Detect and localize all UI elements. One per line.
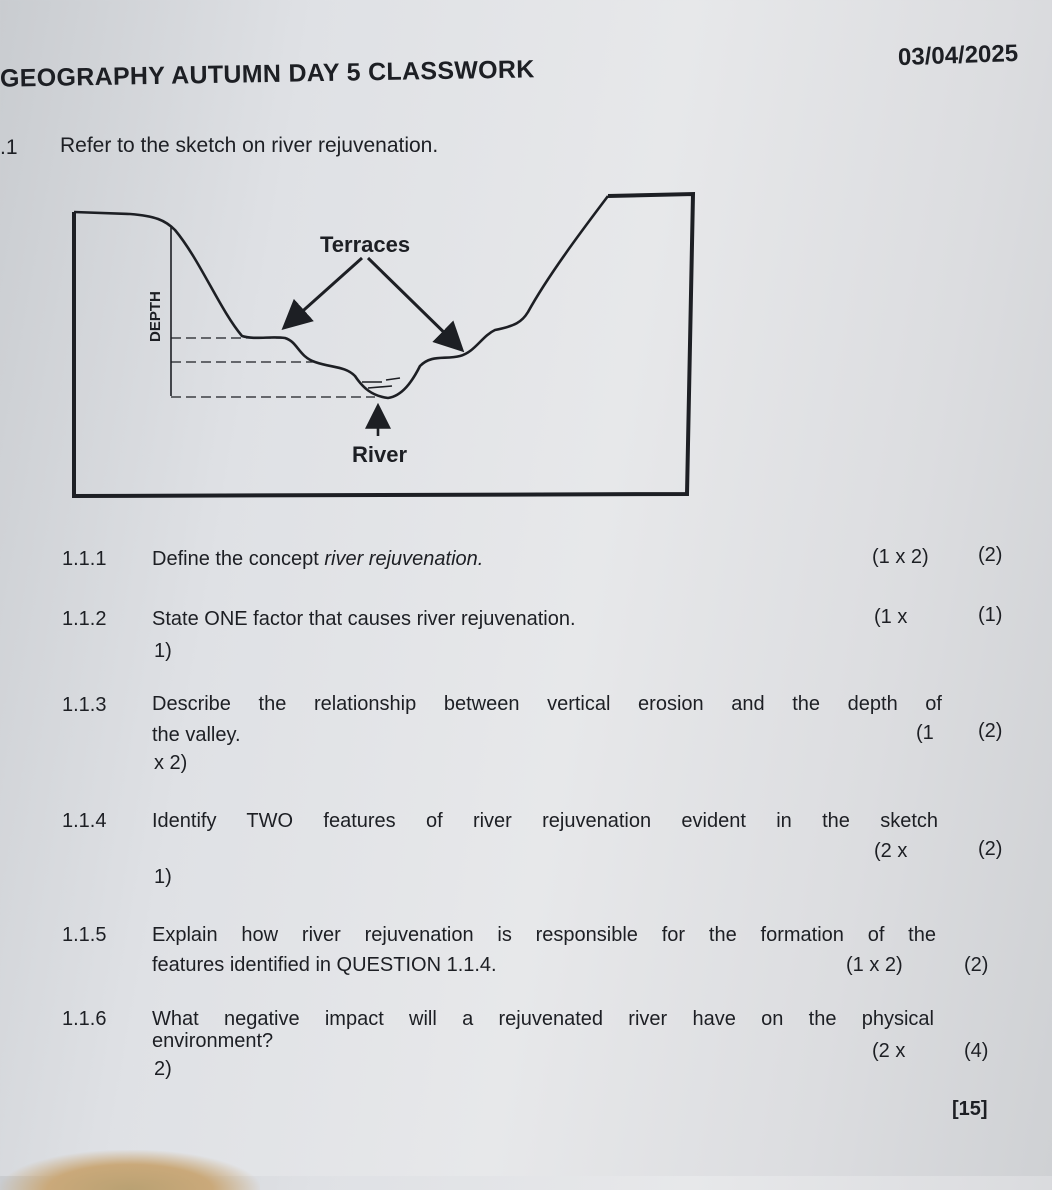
mark-overflow: 1)	[154, 866, 172, 888]
question-text-continued: the valley.	[152, 724, 241, 746]
terraces-label: Terraces	[320, 232, 411, 257]
mark-total: (2)	[978, 838, 1003, 860]
mark-overflow: 2)	[154, 1058, 172, 1080]
question-number: 1.1.2	[62, 608, 107, 630]
question-number: 1.1.5	[62, 924, 107, 946]
question-text: What negative impact will a rejuvenated river have on the physical	[152, 1008, 934, 1030]
river-label: River	[352, 442, 408, 467]
question-text: Explain how river rejuvenation is responsible for the formation of the	[152, 924, 936, 946]
mark-total: (2)	[964, 954, 989, 976]
question-number: 1.1.3	[62, 694, 107, 716]
mark-total: (2)	[978, 544, 1003, 566]
river-rejuvenation-sketch	[70, 190, 700, 505]
depth-label: DEPTH	[147, 291, 164, 342]
mark-overflow: x 2)	[154, 752, 188, 774]
question-text-italic: river rejuvenation.	[324, 548, 484, 570]
mark-total: (1)	[978, 604, 1003, 626]
mark-total: (2)	[978, 720, 1003, 742]
water-marks	[362, 378, 400, 388]
question-number: 1.1.6	[62, 1008, 107, 1030]
question-text: Identify TWO features of river rejuvenation evident in the sketch	[152, 810, 938, 832]
question-number: .1	[0, 136, 18, 159]
question-text-continued: features identified in QUESTION 1.1.4.	[152, 954, 497, 976]
intro-instruction: Refer to the sketch on river rejuvenation.	[60, 134, 439, 157]
terrace-arrow-right	[368, 258, 460, 348]
total-marks: [15]	[952, 1098, 988, 1120]
question-text-continued: environment?	[152, 1030, 274, 1052]
question-number: 1.1.1	[62, 548, 107, 570]
question-text	[152, 548, 483, 571]
mark-calculation: (1 x 2)	[872, 546, 929, 568]
question-number: 1.1.4	[62, 810, 107, 832]
question-text-plain: Define the concept	[152, 548, 325, 570]
page-title: GEOGRAPHY AUTUMN DAY 5 CLASSWORK	[0, 55, 535, 93]
terrace-arrow-left	[286, 258, 362, 326]
mark-calculation: (1 x	[874, 606, 908, 628]
date: 03/04/2025	[897, 39, 1019, 72]
question-text: Describe the relationship between vertical erosion and the depth of	[152, 693, 942, 715]
question-text: State ONE factor that causes river rejuvenation.	[152, 608, 576, 630]
mark-calculation: (2 x	[874, 840, 908, 862]
mark-total: (4)	[964, 1040, 989, 1062]
mark-calculation: (1	[916, 722, 934, 744]
mark-overflow: 1)	[154, 640, 172, 662]
mark-calculation: (2 x	[872, 1040, 906, 1062]
paper-shadow	[0, 1150, 260, 1190]
mark-calculation: (1 x 2)	[846, 954, 903, 976]
